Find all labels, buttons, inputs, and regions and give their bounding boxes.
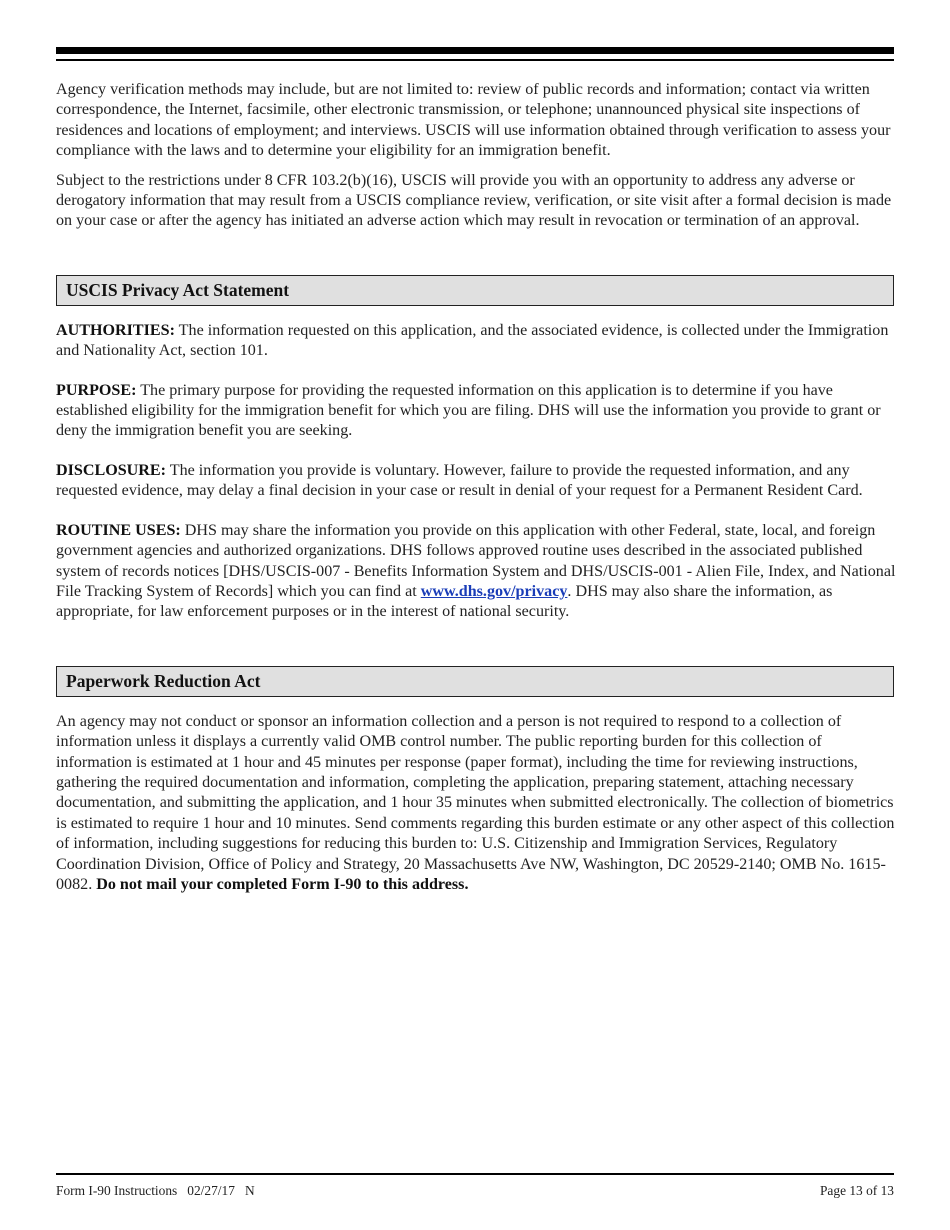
paperwork-text: An agency may not conduct or sponsor an information collection and a person is not required to respond to a collection of information unless it displays a currently valid OMB control number. The public reporting burden for this collection of information is estimated at 1 hour and 45 minutes per response (paper format), including the time for reviewing instructions, gathering the required documentation and information, completing the application, preparing statement, attaching necessary documentation, and submitting the application, and 1 hour 35 minutes when submitted electronically. The collection of biometrics is estimated to require 1 hour and 10 minutes. Send comments regarding this burden estimate or any other aspect of this collection of information, including suggestions for reducing this burden to: U.S. Citizenship and Immigration Services, Regulatory Coordination Division, Office of Policy and Strategy, 20 Massachusetts Ave NW, Washington, DC 20529-2140; OMB No. 1615-0082. <box>56 712 895 893</box>
authorities-paragraph <box>56 321 896 362</box>
purpose-label: PURPOSE: <box>56 381 137 399</box>
paperwork-section-header: Paperwork Reduction Act <box>56 666 894 697</box>
header-rule-thin <box>56 59 894 61</box>
purpose-paragraph <box>56 381 896 442</box>
intro-paragraph-verification: Agency verification methods may include, but are not limited to: review of public records and information; contact via written correspondence, the Internet, facsimile, other electronic transmission, or telephone; unannounced physical site inspections of residences and locations of employment; and interviews. USCIS will use information obtained through verification to assess your compliance with the laws and to determine your eligibility for an immigration benefit. <box>56 81 891 160</box>
privacy-act-section-header: USCIS Privacy Act Statement <box>56 275 894 306</box>
dhs-privacy-link[interactable]: www.dhs.gov/privacy <box>420 582 568 600</box>
paperwork-paragraph <box>56 712 896 896</box>
purpose-text: The primary purpose for providing the requested information on this application is to determine if you have established eligibility for the immigration benefit for which you are filing. DHS will use the information you provide to grant or deny the immigration benefit you are seeking. <box>56 381 881 440</box>
footer-page-number: Page 13 of 13 <box>819 1183 894 1198</box>
footer-form-info: Form I-90 Instructions 02/27/17 N <box>56 1183 255 1198</box>
routine-uses-paragraph <box>56 521 896 623</box>
authorities-text: The information requested on this application, and the associated evidence, is collected under the Immigration and Nationality Act, section 101. <box>56 321 889 360</box>
header-rule-thick <box>56 47 894 54</box>
routine-uses-text-before: DHS may share the information you provide on this application with other Federal, state, local, and foreign government agencies and authorized organizations. DHS follows approved routine uses described in the associated published system of records notices [DHS/USCIS-007 - Benefits Information System and DHS/USCIS-001 - Alien File, Index, and National File Tracking System of Records] which you can find at <box>56 521 896 600</box>
disclosure-paragraph <box>56 461 896 502</box>
disclosure-label: DISCLOSURE: <box>56 461 167 479</box>
footer-rule <box>56 1173 894 1175</box>
disclosure-text: The information you provide is voluntary. However, failure to provide the requested information, and any requested evidence, may delay a final decision in your case or result in denial of your request for a Permanent Resident Card. <box>56 461 863 500</box>
paperwork-bold-notice: Do not mail your completed Form I-90 to this address. <box>96 875 469 893</box>
routine-uses-text-after: . DHS may also share the information, as appropriate, for law enforcement purposes or in the interest of national security. <box>56 582 833 621</box>
routine-uses-label: ROUTINE USES: <box>56 521 181 539</box>
page-content <box>56 80 896 895</box>
authorities-label: AUTHORITIES: <box>56 321 175 339</box>
intro-paragraph-restrictions: Subject to the restrictions under 8 CFR 103.2(b)(16), USCIS will provide you with an opportunity to address any adverse or derogatory information that may result from a USCIS compliance review, verification, or site visit after a formal decision is made on your case or after the agency has initiated an adverse action which may result in revocation or termination of an approval. <box>56 171 892 230</box>
